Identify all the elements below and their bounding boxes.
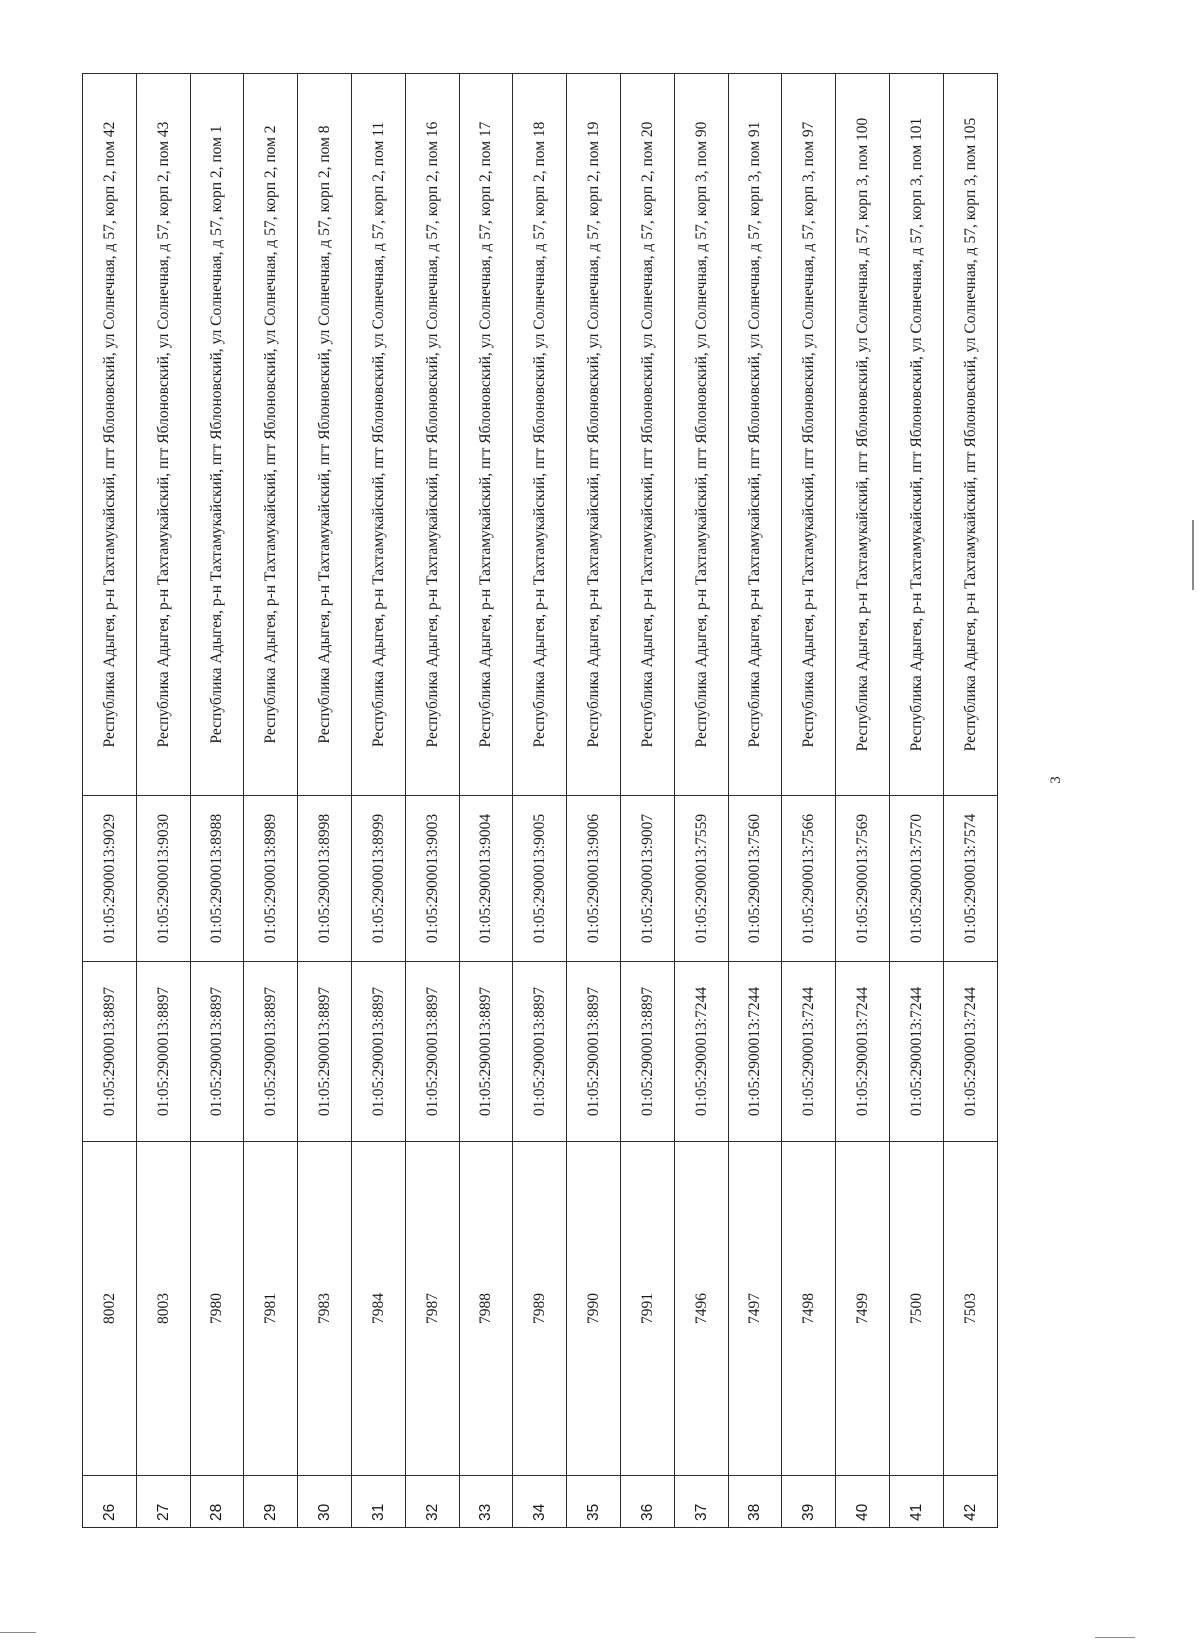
row-number: 30 xyxy=(298,1476,352,1528)
record-id: 7990 xyxy=(567,1142,621,1476)
row-number: 42 xyxy=(943,1476,997,1528)
table-row xyxy=(943,74,997,1528)
cadastral-number: 01:05:2900013:7570 xyxy=(889,796,943,962)
scan-artifact xyxy=(0,1632,36,1633)
parent-cadastral-number: 01:05:2900013:7244 xyxy=(943,962,997,1142)
page-number: 3 xyxy=(1048,776,1064,784)
parent-cadastral-number: 01:05:2900013:8897 xyxy=(83,962,137,1142)
row-number: 41 xyxy=(889,1476,943,1528)
row-number: 34 xyxy=(513,1476,567,1528)
record-id: 7496 xyxy=(674,1142,728,1476)
row-number: 38 xyxy=(728,1476,782,1528)
row-number: 28 xyxy=(190,1476,244,1528)
table-row xyxy=(782,74,836,1528)
row-number: 29 xyxy=(244,1476,298,1528)
cadastral-number: 01:05:2900013:9029 xyxy=(83,796,137,962)
record-id: 7500 xyxy=(889,1142,943,1476)
parent-cadastral-number: 01:05:2900013:7244 xyxy=(836,962,890,1142)
cadastral-number: 01:05:2900013:9005 xyxy=(513,796,567,962)
address: Республика Адыгея, р-н Тахтамукайский, пгт Яблоновский, ул Солнечная, д 57, корп 2, пом 17 xyxy=(459,74,513,796)
parent-cadastral-number: 01:05:2900013:8897 xyxy=(190,962,244,1142)
address: Республика Адыгея, р-н Тахтамукайский, пгт Яблоновский, ул Солнечная, д 57, корп 3, пом 97 xyxy=(782,74,836,796)
record-id: 7981 xyxy=(244,1142,298,1476)
address: Республика Адыгея, р-н Тахтамукайский, пгт Яблоновский, ул Солнечная, д 57, корп 3, пом 91 xyxy=(728,74,782,796)
parent-cadastral-number: 01:05:2900013:7244 xyxy=(782,962,836,1142)
cadastral-number: 01:05:2900013:9003 xyxy=(405,796,459,962)
address: Республика Адыгея, р-н Тахтамукайский, пгт Яблоновский, ул Солнечная, д 57, корп 3, пом 90 xyxy=(674,74,728,796)
address: Республика Адыгея, р-н Тахтамукайский, пгт Яблоновский, ул Солнечная, д 57, корп 2, пом 42 xyxy=(83,74,137,796)
record-id: 7987 xyxy=(405,1142,459,1476)
table-row xyxy=(190,74,244,1528)
table-row xyxy=(244,74,298,1528)
scan-artifact xyxy=(1095,1637,1135,1638)
row-number: 33 xyxy=(459,1476,513,1528)
record-id: 8002 xyxy=(83,1142,137,1476)
cadastral-number: 01:05:2900013:8988 xyxy=(190,796,244,962)
record-id: 8003 xyxy=(136,1142,190,1476)
cadastral-number: 01:05:2900013:7559 xyxy=(674,796,728,962)
table-row xyxy=(836,74,890,1528)
parent-cadastral-number: 01:05:2900013:8897 xyxy=(244,962,298,1142)
table-row xyxy=(83,74,137,1528)
row-number: 40 xyxy=(836,1476,890,1528)
row-number: 31 xyxy=(351,1476,405,1528)
row-number: 36 xyxy=(620,1476,674,1528)
parent-cadastral-number: 01:05:2900013:7244 xyxy=(889,962,943,1142)
table-row xyxy=(513,74,567,1528)
parent-cadastral-number: 01:05:2900013:8897 xyxy=(513,962,567,1142)
address: Республика Адыгея, р-н Тахтамукайский, пгт Яблоновский, ул Солнечная, д 57, корп 2, пом 11 xyxy=(351,74,405,796)
address: Республика Адыгея, р-н Тахтамукайский, пгт Яблоновский, ул Солнечная, д 57, корп 3, пом 100 xyxy=(836,74,890,796)
cadastral-number: 01:05:2900013:8999 xyxy=(351,796,405,962)
address: Республика Адыгея, р-н Тахтамукайский, пгт Яблоновский, ул Солнечная, д 57, корп 3, пом 101 xyxy=(889,74,943,796)
address: Республика Адыгея, р-н Тахтамукайский, пгт Яблоновский, ул Солнечная, д 57, корп 2, пом 18 xyxy=(513,74,567,796)
cadastral-number: 01:05:2900013:9007 xyxy=(620,796,674,962)
row-number: 35 xyxy=(567,1476,621,1528)
parent-cadastral-number: 01:05:2900013:8897 xyxy=(136,962,190,1142)
row-number: 32 xyxy=(405,1476,459,1528)
record-id: 7983 xyxy=(298,1142,352,1476)
scan-artifact xyxy=(1192,520,1194,590)
table-row xyxy=(567,74,621,1528)
property-table xyxy=(82,73,998,1528)
record-id: 7499 xyxy=(836,1142,890,1476)
record-id: 7984 xyxy=(351,1142,405,1476)
cadastral-number: 01:05:2900013:7560 xyxy=(728,796,782,962)
cadastral-number: 01:05:2900013:8989 xyxy=(244,796,298,962)
address: Республика Адыгея, р-н Тахтамукайский, пгт Яблоновский, ул Солнечная, д 57, корп 2, пом 16 xyxy=(405,74,459,796)
address: Республика Адыгея, р-н Тахтамукайский, пгт Яблоновский, ул Солнечная, д 57, корп 2, пом 2 xyxy=(244,74,298,796)
record-id: 7980 xyxy=(190,1142,244,1476)
table-row xyxy=(351,74,405,1528)
address: Республика Адыгея, р-н Тахтамукайский, пгт Яблоновский, ул Солнечная, д 57, корп 2, пом 19 xyxy=(567,74,621,796)
cadastral-number: 01:05:2900013:7566 xyxy=(782,796,836,962)
parent-cadastral-number: 01:05:2900013:8897 xyxy=(620,962,674,1142)
record-id: 7497 xyxy=(728,1142,782,1476)
row-number: 26 xyxy=(83,1476,137,1528)
table-row xyxy=(728,74,782,1528)
record-id: 7498 xyxy=(782,1142,836,1476)
address: Республика Адыгея, р-н Тахтамукайский, пгт Яблоновский, ул Солнечная, д 57, корп 2, пом 20 xyxy=(620,74,674,796)
cadastral-number: 01:05:2900013:7569 xyxy=(836,796,890,962)
table-row xyxy=(620,74,674,1528)
record-id: 7988 xyxy=(459,1142,513,1476)
address: Республика Адыгея, р-н Тахтамукайский, пгт Яблоновский, ул Солнечная, д 57, корп 2, пом 43 xyxy=(136,74,190,796)
cadastral-number: 01:05:2900013:9030 xyxy=(136,796,190,962)
table-row xyxy=(405,74,459,1528)
table-row xyxy=(459,74,513,1528)
record-id: 7503 xyxy=(943,1142,997,1476)
cadastral-number: 01:05:2900013:8998 xyxy=(298,796,352,962)
parent-cadastral-number: 01:05:2900013:8897 xyxy=(567,962,621,1142)
cadastral-number: 01:05:2900013:9004 xyxy=(459,796,513,962)
parent-cadastral-number: 01:05:2900013:7244 xyxy=(728,962,782,1142)
parent-cadastral-number: 01:05:2900013:8897 xyxy=(459,962,513,1142)
table-row xyxy=(674,74,728,1528)
parent-cadastral-number: 01:05:2900013:8897 xyxy=(298,962,352,1142)
table-row xyxy=(298,74,352,1528)
row-number: 27 xyxy=(136,1476,190,1528)
cadastral-number: 01:05:2900013:9006 xyxy=(567,796,621,962)
parent-cadastral-number: 01:05:2900013:8897 xyxy=(405,962,459,1142)
table-row xyxy=(889,74,943,1528)
parent-cadastral-number: 01:05:2900013:8897 xyxy=(351,962,405,1142)
record-id: 7991 xyxy=(620,1142,674,1476)
parent-cadastral-number: 01:05:2900013:7244 xyxy=(674,962,728,1142)
row-number: 37 xyxy=(674,1476,728,1528)
address: Республика Адыгея, р-н Тахтамукайский, пгт Яблоновский, ул Солнечная, д 57, корп 3, пом 105 xyxy=(943,74,997,796)
table-body xyxy=(83,74,998,1528)
address: Республика Адыгея, р-н Тахтамукайский, пгт Яблоновский, ул Солнечная, д 57, корп 2, пом 8 xyxy=(298,74,352,796)
address: Республика Адыгея, р-н Тахтамукайский, пгт Яблоновский, ул Солнечная, д 57, корп 2, пом 1 xyxy=(190,74,244,796)
cadastral-number: 01:05:2900013:7574 xyxy=(943,796,997,962)
record-id: 7989 xyxy=(513,1142,567,1476)
table-row xyxy=(136,74,190,1528)
row-number: 39 xyxy=(782,1476,836,1528)
